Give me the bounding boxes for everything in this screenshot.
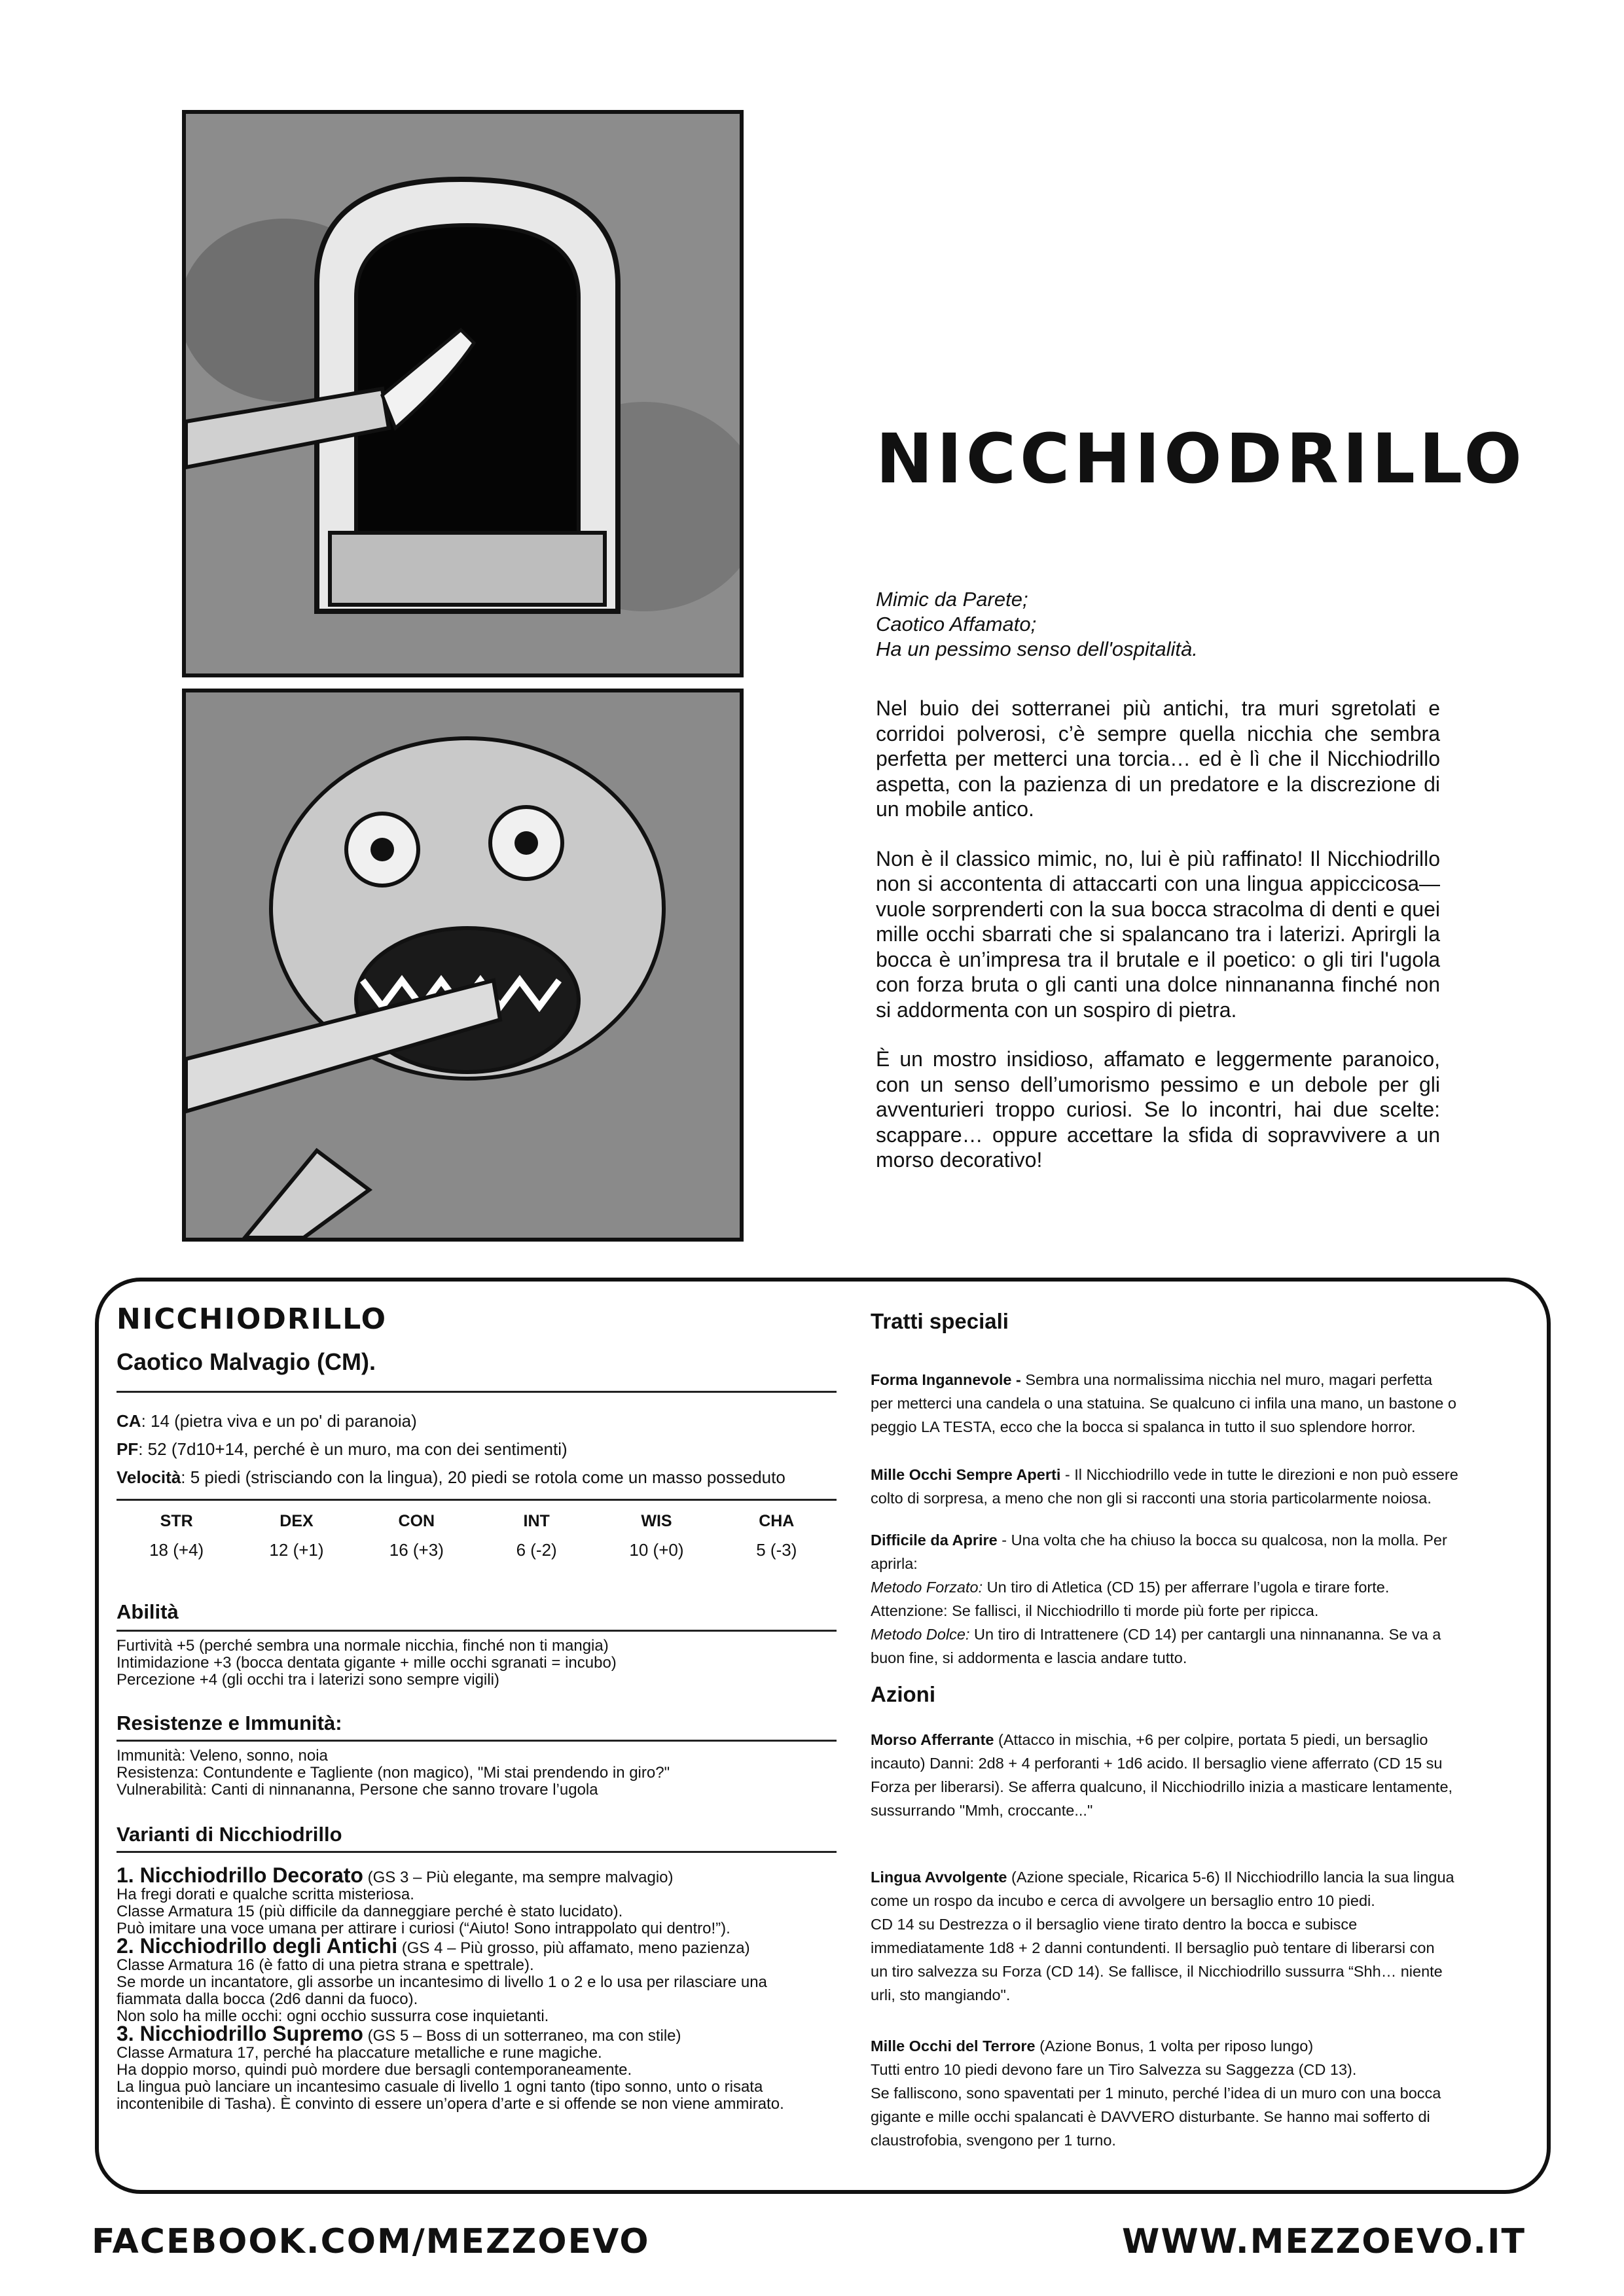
ability-scores <box>117 1512 837 1560</box>
niche-drawing <box>186 114 740 673</box>
action-mille-occhi-del-terrore: Mille Occhi del Terrore (Azione Bonus, 1 volta per riposo lungo) Tutti entro 10 piedi devono fare un Tiro Salvezza su Saggezza (CD 13). Se falliscono, sono spaventati per 1 minuto, perché l’idea di un muro con una bocca gigante e mille occhi spalancati è DAVVERO disturbante. Se hanno mai sofferto di claustrofobia, svengono per 1 turno. <box>871 2037 1441 2149</box>
ability-dex: DEX 12 (+1) <box>269 1512 324 1560</box>
skills-heading: Abilità <box>117 1600 179 1623</box>
pf-value: : 52 (7d10+14, perché è un muro, ma con dei sentimenti) <box>138 1439 568 1459</box>
trait-difficile-da-aprire: Difficile da Aprire - Una volta che ha chiuso la bocca su qualcosa, non la molla. Per aprirla: Metodo Forzato: Un tiro di Atletica (CD 15) per afferrare l’ugola e tirare forte. Attenzione: Se fallisci, il Nicchiodrillo ti morde più forte per ripicca. Metodo Dolce: Un tiro di Intrattenere (CD 14) per cantargli una ninnananna. Se va a buon fine, si addormenta e lascia andare tutto. <box>871 1532 1447 1666</box>
intro-paragraph: È un mostro insidioso, affamato e leggermente paranoico, con un senso dell’umorismo pessimo e un debole per gli avventurieri troppo curiosi. Se lo incontri, hai due scelte: scappare… oppure accettare la sfida di sopravvivere a un morso decorativo! <box>876 1047 1440 1172</box>
variant-line: La lingua può lanciare un incantesimo casuale di livello 1 ogni tanto (tipo sonno, unto o risata <box>117 2078 763 2096</box>
action-lingua-avvolgente: Lingua Avvolgente (Azione speciale, Ricarica 5-6) Il Nicchiodrillo lancia la sua lingua come un rospo da incubo e cerca di avvolgere un bersaglio entro 10 piedi. CD 14 su Destrezza o il bersaglio viene tirato dentro la bocca e subisce immediatamente 1d8 + 2 danni contundenti. Il bersaglio può tentare di liberarsi con un tiro salvezza su Forza (CD 14). Se fallisce, il Nicchiodrillo sussurra “Shh… niente urli, sto mangiando". <box>871 1869 1454 2003</box>
ability-con: CON 16 (+3) <box>389 1512 444 1560</box>
divider <box>117 1630 837 1632</box>
variant-line: Se morde un incantatore, gli assorbe un incantesimo di livello 1 o 2 e lo usa per rilasciare una <box>117 1973 767 1991</box>
ca-label: CA <box>117 1411 141 1431</box>
divider <box>117 1851 837 1853</box>
ability-wis: WIS 10 (+0) <box>629 1512 684 1560</box>
resistances-heading: Resistenze e Immunità: <box>117 1712 342 1734</box>
traits-heading: Tratti speciali <box>871 1309 1009 1333</box>
speed-label: Velocità <box>117 1467 181 1487</box>
actions-heading: Azioni <box>871 1682 935 1706</box>
variant-2: 2. Nicchiodrillo degli Antichi (GS 4 – Più grosso, più affamato, meno pazienza) <box>117 1934 750 1958</box>
variant-line: Può imitare una voce umana per attirare i curiosi (“Aiuto! Sono intrappolato qui dentro!”). <box>117 1920 731 1937</box>
variant-line: Ha fregi dorati e qualche scritta misteriosa. <box>117 1886 414 1903</box>
variant-line: Classe Armatura 15 (più difficile da danneggiare perché è stato lucidato). <box>117 1903 623 1920</box>
variant-line: Ha doppio morso, quindi può mordere due bersagli contemporaneamente. <box>117 2061 632 2079</box>
intro-paragraph: Non è il classico mimic, no, lui è più raffinato! Il Nicchiodrillo non si accontenta di attaccarti con una lingua appiccicosa—vuole sorprenderti con la sua bocca stracolma di denti e quei mille occhi sbarrati che si spalancano tra i laterizi. Aprirgli la bocca è un’impresa tra il brutale e il poetico: o gli tiri l'ugola con forza bruta o gli canti una dolce ninnananna finché non si addormenta con un sospiro di pietra. <box>876 846 1440 1022</box>
divider <box>117 1391 837 1393</box>
variant-line: fiammata dalla bocca (2d6 danni da fuoco). <box>117 1990 418 2008</box>
facebook-link[interactable]: FACEBOOK.COM/MEZZOEVO <box>92 2222 650 2261</box>
monster-drawing <box>186 692 740 1238</box>
core-stats <box>117 1407 837 1492</box>
divider <box>117 1499 837 1501</box>
ability-cha: CHA 5 (-3) <box>756 1512 797 1560</box>
ability-str: STR 18 (+4) <box>149 1512 204 1560</box>
tagline-line: Mimic da Parete; <box>876 588 1028 611</box>
skill-line: Intimidazione +3 (bocca dentata gigante + mille occhi sgranati = incubo) <box>117 1654 617 1672</box>
website-link[interactable]: WWW.MEZZOEVO.IT <box>1122 2222 1526 2261</box>
skills-list <box>117 1638 837 1689</box>
variant-1: 1. Nicchiodrillo Decorato (GS 3 – Più elegante, ma sempre malvagio) <box>117 1863 674 1887</box>
variant-line: Non solo ha mille occhi: ogni occhio sussurra cose inquietanti. <box>117 2007 549 2025</box>
variant-line: incontenibile di Tasha). È convinto di essere un’opera d’arte e si offende se non viene ammirato. <box>117 2095 784 2113</box>
divider <box>117 1740 837 1742</box>
resistance-line: Vulnerabilità: Canti di ninnananna, Persone che sanno trovare l’ugola <box>117 1781 598 1799</box>
skill-line: Percezione +4 (gli occhi tra i laterizi sono sempre vigili) <box>117 1671 499 1689</box>
intro-paragraph: Nel buio dei sotterranei più antichi, tra muri sgretolati e corridoi polverosi, c’è sempre quella nicchia che sembra perfetta per metterci una torcia… ed è lì che il Nicchiodrillo aspetta, con la pazienza di un predatore e la discrezione di un mobile antico. <box>876 696 1440 821</box>
speed-value: : 5 piedi (strisciando con la lingua), 20 piedi se rotola come un masso posseduto <box>181 1467 785 1487</box>
intro-text <box>876 696 1440 1197</box>
resistance-line: Immunità: Veleno, sonno, noia <box>117 1747 328 1765</box>
resistance-line: Resistenza: Contundente e Tagliente (non magico), "Mi stai prendendo in giro?" <box>117 1764 670 1782</box>
action-morso-afferrante: Morso Afferrante (Attacco in mischia, +6 per colpire, portata 5 piedi, un bersaglio incauto) Danni: 2d8 + 4 perforanti + 1d6 acido. Il bersaglio viene afferrato (CD 15 su Forza per liberarsi). Se afferra qualcuno, il Nicchiodrillo inizia a masticare lentamente, sussurrando "Mmh, croccante..." <box>871 1731 1453 1819</box>
illustration-wall-niche <box>182 110 744 677</box>
page-title: NICCHIODRILLO <box>876 419 1526 499</box>
resistances-list <box>117 1748 837 1799</box>
variants-list <box>117 1863 837 2113</box>
variant-3: 3. Nicchiodrillo Supremo (GS 5 – Boss di un sotterraneo, ma con stile) <box>117 2022 681 2045</box>
pf-label: PF <box>117 1439 139 1459</box>
trait-forma-ingannevole: Forma Ingannevole - Sembra una normalissima nicchia nel muro, magari perfetta per metterci una candela o una statuina. Se qualcuno ci infila una mano, un bastone o peggio LA TESTA, ecco che la bocca si spalanca in tutto il suo splendore horror. <box>871 1371 1456 1435</box>
trait-mille-occhi: Mille Occhi Sempre Aperti - Il Nicchiodrillo vede in tutte le direzioni e non può essere colto di sorpresa, a meno che non gli si racconti una storia particolarmente noiosa. <box>871 1466 1458 1507</box>
tagline-line: Ha un pessimo senso dell'ospitalità. <box>876 637 1198 660</box>
skill-line: Furtività +5 (perché sembra una normale nicchia, finché non ti mangia) <box>117 1637 609 1655</box>
tagline <box>876 587 1198 662</box>
variant-line: Classe Armatura 17, perché ha placcature metalliche e rune magiche. <box>117 2044 602 2062</box>
tagline-line: Caotico Affamato; <box>876 613 1037 636</box>
ability-int: INT 6 (-2) <box>516 1512 557 1560</box>
ca-value: : 14 (pietra viva e un po' di paranoia) <box>141 1411 417 1431</box>
illustration-monster-face <box>182 689 744 1242</box>
variant-line: Classe Armatura 16 (è fatto di una pietra strana e spettrale). <box>117 1956 534 1974</box>
statblock-name: NICCHIODRILLO <box>117 1302 388 1336</box>
alignment: Caotico Malvagio (CM). <box>117 1348 376 1375</box>
variants-heading: Varianti di Nicchiodrillo <box>117 1823 342 1846</box>
